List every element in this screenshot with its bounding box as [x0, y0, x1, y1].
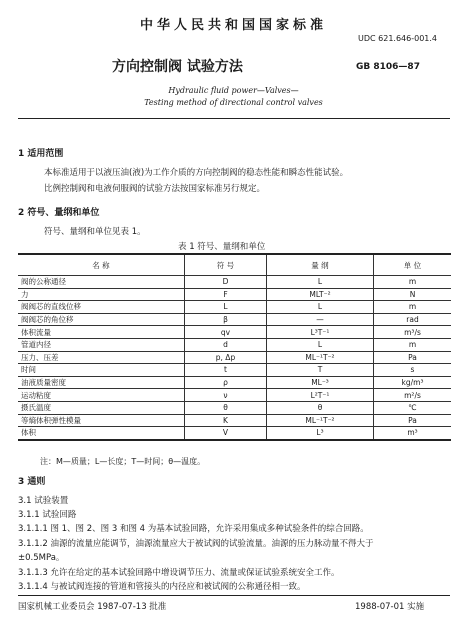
- clause-3-1-1-3: 3.1.1.3 允许在给定的基本试验回路中增设调节压力、流量或保证试验系统安全工作。: [18, 568, 340, 578]
- clause-3-1-1-1: 3.1.1.1 图 1、图 2、图 3 和图 4 为基本试验回路，允许采用集成多种试验条件的综合回路。: [18, 524, 369, 534]
- table-row: [18, 338, 451, 351]
- cell-unit: Pa: [374, 414, 452, 427]
- cell-dimension: L³T⁻¹: [267, 326, 374, 339]
- table-row: [18, 389, 451, 402]
- cell-symbol: D: [185, 276, 267, 289]
- cell-unit: m³/s: [374, 326, 452, 339]
- clause-3-1-1-2: 3.1.1.2 油源的流量应能调节，油源流量应大于被试阀的试验流量。油源的压力脉动量不得大于: [18, 539, 374, 549]
- cell-symbol: β: [185, 313, 267, 326]
- cell-name: 油液质量密度: [18, 376, 185, 389]
- cell-unit: s: [374, 364, 452, 377]
- cell-unit: rad: [374, 313, 452, 326]
- table-row: [18, 276, 451, 289]
- cell-dimension: L³: [267, 427, 374, 440]
- cell-name: 管道内径: [18, 338, 185, 351]
- cell-dimension: T: [267, 364, 374, 377]
- table-note: 注：M—质量；L—长度；T—时间；θ—温度。: [40, 457, 206, 466]
- header-divider: [18, 118, 450, 119]
- cell-dimension: L: [267, 301, 374, 314]
- cell-name: 体积: [18, 427, 185, 440]
- column-header-name: 名 称: [18, 254, 185, 276]
- table-row: [18, 326, 451, 339]
- cell-unit: m: [374, 276, 452, 289]
- symbols-table: [18, 253, 451, 441]
- cell-dimension: θ: [267, 401, 374, 414]
- table-row: [18, 427, 451, 440]
- cell-name: 力: [18, 288, 185, 301]
- cell-symbol: θ: [185, 401, 267, 414]
- section1-paragraph1: 本标准适用于以液压油(液)为工作介质的方向控制阀的稳态性能和瞬态性能试验。: [44, 168, 349, 178]
- cell-unit: N: [374, 288, 452, 301]
- cell-symbol: F: [185, 288, 267, 301]
- cell-dimension: L²T⁻¹: [267, 389, 374, 402]
- table-row: [18, 376, 451, 389]
- cell-symbol: qv: [185, 326, 267, 339]
- table-row: [18, 364, 451, 377]
- cell-name: 阀的公称通径: [18, 276, 185, 289]
- cell-name: 时间: [18, 364, 185, 377]
- table-row: [18, 313, 451, 326]
- table-row: [18, 401, 451, 414]
- cell-name: 等熵体积弹性模量: [18, 414, 185, 427]
- clause-3-1-1-2-cont: ±0.5MPa。: [18, 553, 65, 563]
- udc-code: UDC 621.646-001.4: [358, 34, 438, 43]
- cell-unit: m: [374, 338, 452, 351]
- cell-unit: m²/s: [374, 389, 452, 402]
- gb-number: GB 8106—87: [356, 62, 420, 72]
- section1-heading: 1 适用范围: [18, 149, 64, 159]
- section3-1-heading: 3.1 试验装置: [18, 496, 69, 506]
- cell-unit: m: [374, 301, 452, 314]
- table-row: [18, 351, 451, 364]
- cell-dimension: MLT⁻²: [267, 288, 374, 301]
- cell-dimension: L: [267, 276, 374, 289]
- approval-date: 国家机械工业委员会 1987-07-13 批准: [18, 602, 167, 612]
- cell-symbol: ρ: [185, 376, 267, 389]
- table-row: [18, 414, 451, 427]
- footer-divider: [18, 595, 450, 596]
- section2-paragraph1: 符号、量纲和单位见表 1。: [44, 227, 146, 237]
- english-title-line2: Testing method of directional control valves: [144, 98, 323, 107]
- table-row: [18, 301, 451, 314]
- cell-unit: m³: [374, 427, 452, 440]
- table-header-row: [18, 254, 451, 276]
- cell-dimension: —: [267, 313, 374, 326]
- section1-paragraph2: 比例控制阀和电液伺服阀的试验方法按国家标准另行规定。: [44, 184, 266, 194]
- section3-1-1-heading: 3.1.1 试验回路: [18, 510, 77, 520]
- cell-name: 阀阀芯的直线位移: [18, 301, 185, 314]
- cell-unit: ℃: [374, 401, 452, 414]
- cell-symbol: d: [185, 338, 267, 351]
- cell-name: 压力、压差: [18, 351, 185, 364]
- standard-org-header: 中华人民共和国国家标准: [139, 18, 327, 33]
- cell-dimension: L: [267, 338, 374, 351]
- cell-symbol: ν: [185, 389, 267, 402]
- cell-symbol: t: [185, 364, 267, 377]
- column-header-symbol: 符 号: [185, 254, 267, 276]
- cell-symbol: V: [185, 427, 267, 440]
- cell-dimension: ML⁻¹T⁻²: [267, 414, 374, 427]
- cell-symbol: K: [185, 414, 267, 427]
- cell-unit: Pa: [374, 351, 452, 364]
- cell-dimension: ML⁻³: [267, 376, 374, 389]
- document-title: 方向控制阀 试验方法: [112, 59, 243, 75]
- section3-heading: 3 通则: [18, 477, 46, 487]
- table-caption: 表 1 符号、量纲和单位: [178, 242, 266, 252]
- cell-name: 摄氏温度: [18, 401, 185, 414]
- cell-symbol: p, Δp: [185, 351, 267, 364]
- english-title-line1: Hydraulic fluid power—Valves—: [168, 86, 299, 95]
- cell-dimension: ML⁻¹T⁻²: [267, 351, 374, 364]
- clause-3-1-1-4: 3.1.1.4 与被试阀连接的管道和管接头的内径应和被试阀的公称通径相一致。: [18, 582, 306, 592]
- cell-unit: kg/m³: [374, 376, 452, 389]
- column-header-dimension: 量 纲: [267, 254, 374, 276]
- effective-date: 1988-07-01 实施: [355, 602, 425, 612]
- cell-name: 阀阀芯的角位移: [18, 313, 185, 326]
- cell-symbol: L: [185, 301, 267, 314]
- cell-name: 体积流量: [18, 326, 185, 339]
- column-header-unit: 单 位: [374, 254, 452, 276]
- table-row: [18, 288, 451, 301]
- cell-name: 运动粘度: [18, 389, 185, 402]
- section2-heading: 2 符号、量纲和单位: [18, 208, 100, 218]
